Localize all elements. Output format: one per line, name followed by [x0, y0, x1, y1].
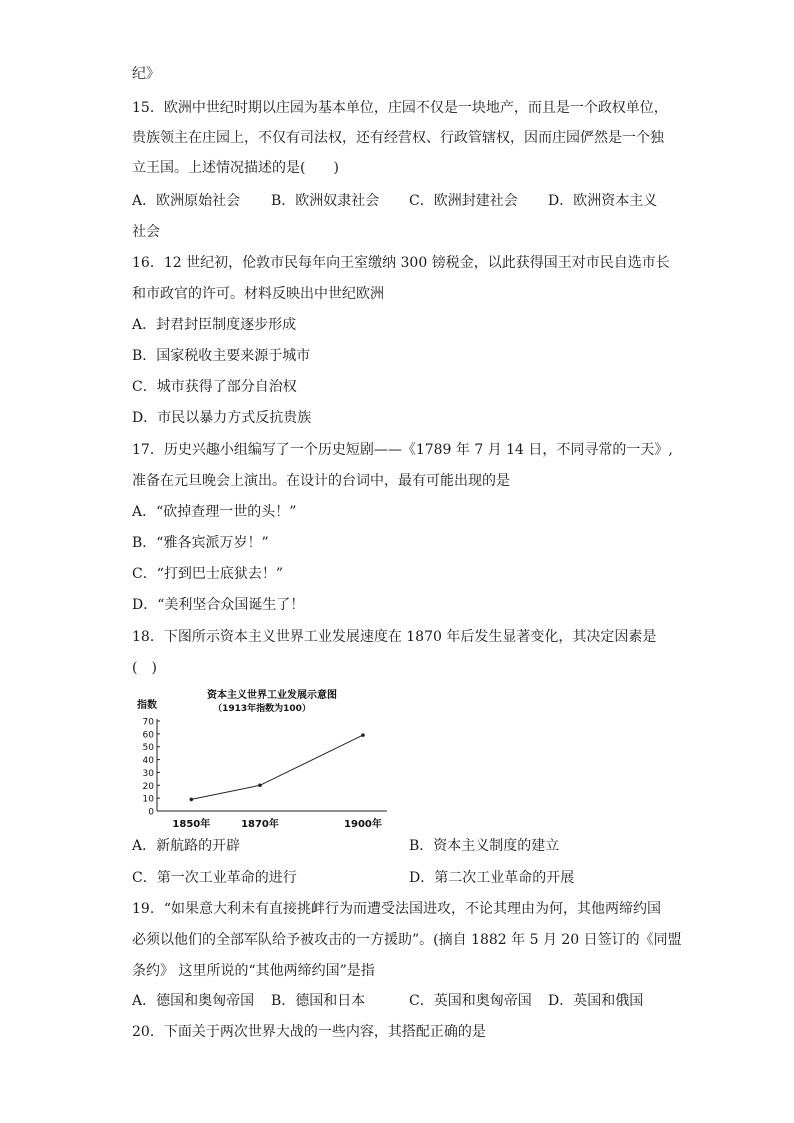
q16-option-a: A．封君封臣制度逐步形成 [132, 317, 297, 333]
y-tick-label: 70 [142, 717, 154, 728]
q16-option-b: B．国家税收主要来源于城市 [132, 348, 311, 364]
q16-stem-line: 和市政官的许可。材料反映出中世纪欧洲 [132, 286, 384, 302]
q17-option-b: B．“雅各宾派万岁！” [132, 535, 269, 551]
q16-option-d: D．市民以暴力方式反抗贵族 [132, 410, 312, 426]
q17-stem-line: 准备在元旦晚会上演出。在设计的台词中，最有可能出现的是 [132, 473, 510, 489]
q20-stem-line: 20．下面关于两次世界大战的一些内容，其搭配正确的是 [132, 1024, 486, 1040]
q15-option-b: B．欧洲奴隶社会 [271, 193, 380, 209]
y-tick-label: 0 [148, 807, 154, 818]
y-tick-label: 10 [142, 794, 154, 805]
y-tick-label: 40 [142, 756, 154, 767]
q18-option-a: A．新航路的开辟 [132, 838, 241, 854]
y-tick-label: 60 [142, 730, 154, 741]
q18-option-d: D．第二次工业革命的开展 [409, 870, 575, 886]
q15-option-c: C．欧洲封建社会 [409, 193, 518, 209]
data-point [190, 798, 194, 802]
q19-option-a: A．德国和奥匈帝国 [132, 993, 255, 1009]
data-points [190, 733, 365, 801]
q15-stem-line: 立王国。上述情况描述的是( ) [132, 160, 339, 176]
q18-option-b: B．资本主义制度的建立 [409, 838, 560, 854]
y-tick-label: 50 [142, 743, 154, 754]
q17-option-a: A．“砍掉查理一世的头！” [132, 504, 297, 520]
q19-stem-line: 19．“如果意大利未有直接挑衅行为而遭受法国进攻，不论其理由为何，其他两缔约国 [132, 901, 661, 917]
q16-stem-line: 16．12 世纪初，伦敦市民每年向王室缴纳 300 镑税金，以此获得国王对市民自选市长 [132, 255, 670, 271]
x-tick-label: 1870年 [241, 819, 279, 830]
q18-option-c: C．第一次工业革命的进行 [132, 870, 297, 886]
q15-option-d: D．欧洲资本主义 [548, 193, 658, 209]
data-point [361, 733, 365, 737]
series-line [191, 735, 363, 799]
industry-chart [132, 686, 394, 832]
q17-stem-line: 17．历史兴趣小组编写了一个历史短剧——《1789 年 7 月 14 日，不同寻常的一天》, [132, 442, 673, 458]
x-tick-label: 1900年 [344, 819, 382, 830]
q19-stem-line: 必须以他们的全部军队给予被攻击的一方援助”。(摘自 1882 年 5 月 20 日签订的《同盟 [132, 932, 682, 948]
q19-option-d: D．英国和俄国 [548, 993, 644, 1009]
q18-answer-blank: ( ) [132, 660, 157, 676]
y-tick-label: 20 [142, 781, 154, 792]
y-axis-label: 指数 [137, 700, 157, 711]
q19-option-b: B．德国和日本 [271, 993, 366, 1009]
q17-option-c: C．“打到巴士底狱去！” [132, 566, 284, 582]
q18-stem-line: 18．下图所示资本主义世界工业发展速度在 1870 年后发生显著变化，其决定因素是 [132, 629, 657, 645]
q19-option-c: C．英国和奥匈帝国 [409, 993, 532, 1009]
q16-option-c: C．城市获得了部分自治权 [132, 379, 297, 395]
q15-option-d-tail: 社会 [132, 224, 160, 240]
y-tick-label: 30 [142, 768, 154, 779]
q19-stem-line: 条约》 这里所说的“其他两缔约国”是指 [132, 963, 375, 979]
q15-stem-line: 15．欧洲中世纪时期以庄园为基本单位，庄园不仅是一块地产，而且是一个政权单位， [132, 100, 668, 116]
x-ticks [172, 817, 381, 830]
q15-stem-line: 贵族领主在庄园上，不仅有司法权，还有经营权、行政管辖权，因而庄园俨然是一个独 [132, 130, 664, 146]
chart-subtitle: （1913年指数为100） [213, 704, 311, 714]
x-tick-label: 1850年 [172, 819, 211, 830]
chart-title: 资本主义世界工业发展示意图 [207, 690, 337, 701]
q15-option-a: A．欧洲原始社会 [132, 193, 241, 209]
q17-option-d: D．“美利坚合众国诞生了！ [132, 597, 305, 613]
data-point [258, 783, 262, 787]
text-line: 纪》 [132, 66, 160, 82]
